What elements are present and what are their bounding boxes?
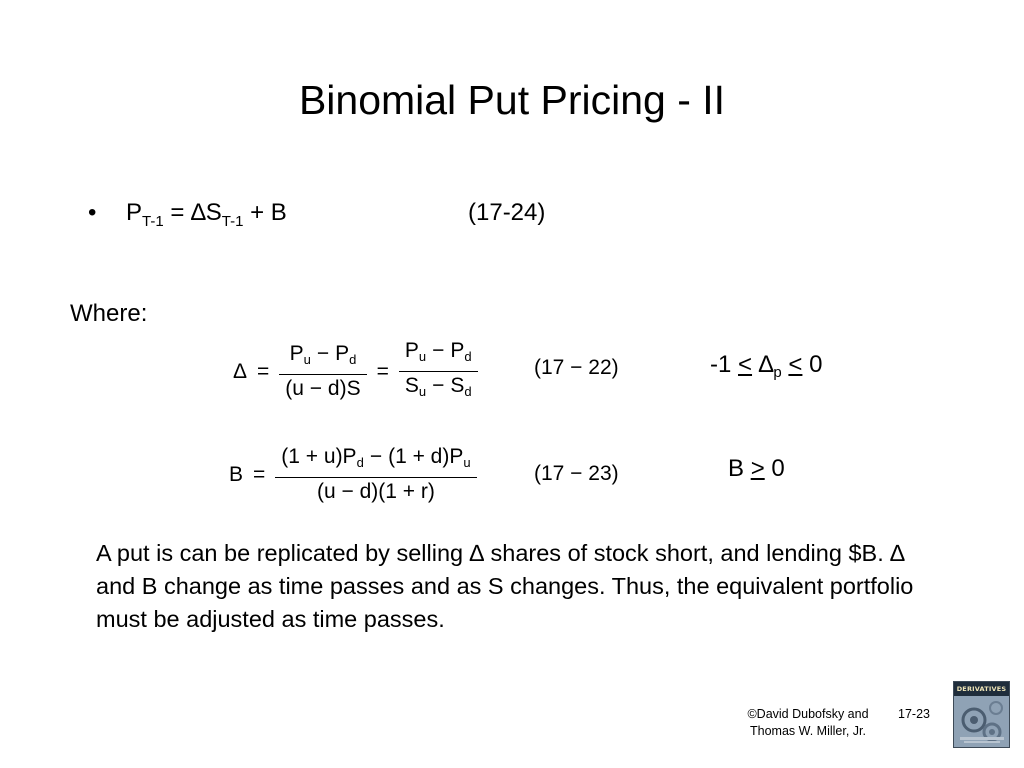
equation-number-17-22: (17 − 22) <box>534 356 619 379</box>
delta-symbol: Δ <box>233 359 248 383</box>
term-subscript: u <box>418 349 427 364</box>
slide-number: 17-23 <box>898 707 930 721</box>
b-symbol: B <box>229 462 244 486</box>
fraction-denominator: (u − d)S <box>285 377 361 400</box>
minus-sign: − <box>432 339 445 362</box>
book-title: DERIVATIVES <box>956 685 1007 693</box>
minus-sign: − <box>432 374 445 397</box>
bullet-mid: = ∆S <box>163 199 222 226</box>
term: S <box>404 374 419 397</box>
less-equal-sign: < <box>738 351 753 378</box>
delta-fraction-2 <box>399 337 478 406</box>
term-subscript: d <box>464 384 472 399</box>
term-subscript: u <box>418 384 427 399</box>
bullet-equation <box>88 197 287 238</box>
b-condition <box>728 454 785 484</box>
term: S <box>450 374 465 397</box>
credit-line-1: ©David Dubofsky and <box>747 707 869 721</box>
where-label: Where: <box>70 300 148 327</box>
bullet-s-subscript: T-1 <box>221 213 244 230</box>
term: (1 + u)P <box>281 445 357 468</box>
fraction-numerator <box>399 337 478 371</box>
gears-illustration <box>954 682 1009 747</box>
term: P <box>335 342 350 365</box>
credit-line-2: Thomas W. Miller, Jr. <box>750 724 866 738</box>
condition-subscript: p <box>773 364 782 381</box>
term-subscript: d <box>356 455 364 470</box>
equation-number-17-24: (17-24) <box>468 199 546 226</box>
condition-text: -1 <box>710 351 739 378</box>
equals-sign: = <box>257 359 270 383</box>
b-equation <box>229 443 477 506</box>
less-equal-sign: < <box>788 351 803 378</box>
bullet-p-subscript: T-1 <box>142 213 164 230</box>
condition-text: ∆ <box>752 351 774 378</box>
bullet-p: P <box>126 199 143 226</box>
fraction-denominator: (u − d)(1 + r) <box>317 480 435 503</box>
condition-text: 0 <box>764 455 785 482</box>
term: P <box>450 339 465 362</box>
term-subscript: d <box>349 352 357 367</box>
term-subscript: u <box>463 455 471 470</box>
fraction-denominator <box>399 372 478 406</box>
term: (1 + d)P <box>388 445 464 468</box>
greater-equal-sign: > <box>750 455 765 482</box>
delta-equation <box>233 337 478 406</box>
condition-text: 0 <box>802 351 823 378</box>
delta-condition <box>710 350 822 388</box>
term-subscript: u <box>303 352 311 367</box>
term: P <box>289 342 304 365</box>
term: P <box>404 339 419 362</box>
minus-sign: − <box>316 342 330 365</box>
fraction-numerator <box>284 340 363 374</box>
bullet-tail: + B <box>243 199 287 226</box>
b-fraction <box>275 443 476 506</box>
equation-number-17-23: (17 − 23) <box>534 462 619 485</box>
equals-sign: = <box>376 359 389 383</box>
explanation-paragraph: A put is can be replicated by selling ∆ shares of stock short, and lending $B. ∆ and B change as time passes and as S changes. Thus, the equivalent portfolio must be adjusted as time passes. <box>96 540 914 632</box>
delta-fraction-1 <box>279 340 366 403</box>
condition-text: B <box>728 455 751 482</box>
footer-credit <box>728 706 888 740</box>
slide-title: Binomial Put Pricing - II <box>298 77 726 123</box>
minus-sign: − <box>369 445 383 468</box>
term-subscript: d <box>464 349 472 364</box>
equals-sign: = <box>253 462 266 486</box>
book-cover-logo <box>953 681 1010 748</box>
bullet-dot: • <box>88 199 97 226</box>
fraction-numerator <box>275 443 476 477</box>
